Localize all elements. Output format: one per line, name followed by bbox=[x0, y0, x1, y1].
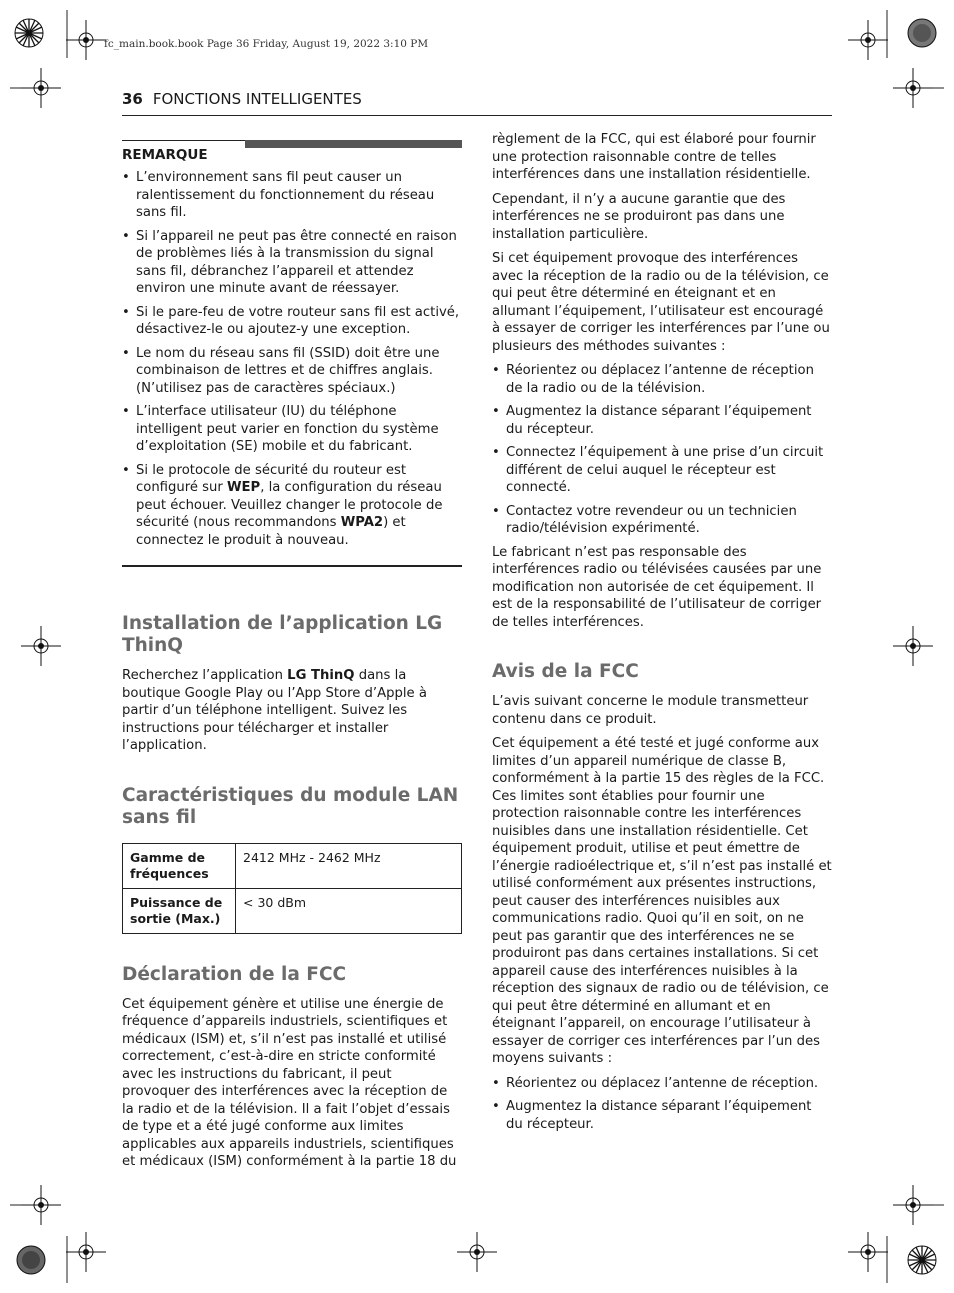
text-span: Si le protocole de sécurité du routeur est configuré sur bbox=[136, 462, 407, 495]
lan-spec-table bbox=[122, 843, 462, 934]
color-target-icon bbox=[14, 18, 44, 48]
note-title: REMARQUE bbox=[122, 147, 208, 163]
list-item: • Si l’appareil ne peut pas être connecté en raison de problèmes liés à la transmission du signal sans fil, débranchez l’appareil et attendez environ une minute avant de réessayer. bbox=[122, 228, 462, 298]
table-row bbox=[123, 843, 462, 888]
table-row bbox=[123, 888, 462, 933]
note-top-rule bbox=[122, 140, 462, 141]
registration-mark-icon bbox=[893, 1185, 933, 1225]
fcc-notice-heading: Avis de la FCC bbox=[492, 661, 639, 682]
list-item: • Si le pare-feu de votre routeur sans fil est activé, désactivez-le ou ajoutez-y une exception. bbox=[122, 304, 462, 339]
fcc-notice-list bbox=[492, 1075, 832, 1134]
fcc-declaration-paragraph: Le fabricant n’est pas responsable des interférences radio ou télévisées causées par une modification non autorisée de cet équipement. Il est de la responsabilité de l’utilisateur de corriger de telles interférences. bbox=[492, 544, 822, 630]
list-item: • Réorientez ou déplacez l’antenne de réception de la radio ou de la télévision. bbox=[492, 362, 832, 397]
list-item bbox=[122, 462, 462, 550]
list-item: • Contactez votre revendeur ou un technicien radio/télévision expérimenté. bbox=[492, 503, 832, 538]
list-item: • Le nom du réseau sans fil (SSID) doit être une combinaison de lettres et de chiffres anglais. (N’utilisez pas de caractères spéciaux.) bbox=[122, 345, 462, 398]
list-item: • Connectez l’équipement à une prise d’un circuit différent de celui auquel le récepteur est connecté. bbox=[492, 444, 832, 497]
registration-mark-icon bbox=[893, 68, 933, 108]
fcc-declaration-paragraph: Si cet équipement provoque des interférences avec la réception de la radio ou de la télévision, ce qui peut être déterminé en éteignant et en allumant l’équipement, l’utilisateur est encouragé à essayer de corriger les interférences par l’une ou plusieurs des méthodes suivantes : bbox=[492, 251, 830, 354]
registration-mark-icon bbox=[848, 20, 888, 60]
registration-mark-icon bbox=[457, 1232, 497, 1272]
app-name: LG ThinQ bbox=[287, 668, 355, 683]
print-slug: fc_main.book.book Page 36 Friday, August 19, 2022 3:10 PM bbox=[104, 38, 429, 50]
running-header bbox=[122, 89, 832, 116]
text-span: Recherchez l’application bbox=[122, 668, 288, 683]
page-number: 36 bbox=[122, 90, 143, 108]
spec-key: Puissance de sortie (Max.) bbox=[123, 888, 236, 933]
registration-mark-icon bbox=[21, 1185, 61, 1225]
list-item: • L’environnement sans fil peut causer un ralentissement du fonctionnement du réseau sans fil. bbox=[122, 169, 462, 222]
registration-mark-icon bbox=[848, 1232, 888, 1272]
list-item: • Augmentez la distance séparant l’équipement du récepteur. bbox=[492, 1098, 832, 1133]
registration-mark-icon bbox=[66, 20, 106, 60]
fcc-notice-paragraph: Cet équipement a été testé et jugé conforme aux limites d’un appareil numérique de classe B, conformément à la partie 15 des règles de la FCC. Ces limites sont établies pour fournir une protection raisonnable contre les interférences nuisibles dans une installation résidentielle. Cet équipement produit, utilise et peut émettre de l’énergie radioélectrique et, s’il n’est pas installé et utilisé conformément aux présentes instructions, peut causer des interférences nuisibles aux communications radio. Quoi qu’il en soit, on ne peut pas garantir que des interférences ne se produiront pas dans certaines installations. Si cet appareil cause des interférences nuisibles à la réception des signaux de radio ou de télévision, ce qui peut être déterminé en allumant et en éteignant l’appareil, on encourage l’utilisateur à essayer de corriger ces interférences par l’un des moyens suivants : bbox=[492, 736, 832, 1066]
registration-mark-icon bbox=[66, 1232, 106, 1272]
thinq-paragraph bbox=[122, 667, 462, 755]
spec-key: Gamme de fréquences bbox=[123, 843, 236, 888]
text-span: ) et connectez le produit à nouveau. bbox=[136, 515, 406, 548]
color-target-icon bbox=[907, 1245, 937, 1275]
fcc-declaration-paragraph: Cependant, il n’y a aucune garantie que des interférences ne se produiront pas dans une installation particulière. bbox=[492, 191, 786, 242]
section-title: FONCTIONS INTELLIGENTES bbox=[152, 90, 362, 108]
spec-value: < 30 dBm bbox=[236, 888, 462, 933]
lan-heading: Caractéristiques du module LAN sans fil bbox=[122, 784, 459, 828]
registration-mark-icon bbox=[21, 626, 61, 666]
list-item: • L’interface utilisateur (IU) du téléphone intelligent peut varier en fonction du système d’exploitation (SE) mobile et du fabricant. bbox=[122, 403, 462, 456]
text-span: dans la boutique Google Play ou l’App Store d’Apple à partir d’un téléphone intelligent. Suivez les instructions pour télécharger et installer l’application. bbox=[122, 668, 427, 753]
thinq-heading: Installation de l’application LG ThinQ bbox=[122, 613, 443, 656]
fcc-notice-paragraph: L’avis suivant concerne le module transmetteur contenu dans ce produit. bbox=[492, 694, 809, 727]
list-item: • Augmentez la distance séparant l’équipement du récepteur. bbox=[492, 403, 832, 438]
protocol-wpa2: WPA2 bbox=[340, 515, 384, 530]
fcc-declaration-paragraph: Cet équipement génère et utilise une énergie de fréquence d’appareils industriels, scientifiques et médicaux (ISM) et, s’il n’est pas installé et utilisé correctement, c’est-à-dire en stricte conformité avec les instructions du fabricant, il peut provoquer des interférences avec la réception de la radio et de la télévision. Il a fait l’objet d’essais de type et a été jugé conforme aux limites applicables aux appareils industriels, scientifiques et médicaux (ISM) conformément à la partie 18 du bbox=[122, 996, 457, 1169]
spec-value: 2412 MHz - 2462 MHz bbox=[236, 843, 462, 888]
note-list bbox=[122, 169, 462, 549]
list-item: • Réorientez ou déplacez l’antenne de réception. bbox=[492, 1075, 832, 1093]
fcc-declaration-paragraph-continued: règlement de la FCC, qui est élaboré pour fournir une protection raisonnable contre de telles interférences dans une installation résidentielle. bbox=[492, 132, 816, 182]
color-target-icon bbox=[16, 1245, 46, 1275]
fcc-declaration-heading: Déclaration de la FCC bbox=[122, 963, 347, 985]
right-column bbox=[492, 131, 832, 1139]
left-column bbox=[122, 140, 462, 1178]
color-target-icon bbox=[907, 18, 937, 48]
registration-mark-icon bbox=[21, 68, 61, 108]
registration-mark-icon bbox=[893, 626, 933, 666]
text-span: , la configuration du réseau peut échouer. Veuillez changer le protocole de sécurité (nous recommandons bbox=[136, 480, 443, 530]
protocol-wep: WEP bbox=[227, 480, 261, 495]
note-box bbox=[122, 140, 462, 567]
fcc-declaration-list bbox=[492, 362, 832, 538]
